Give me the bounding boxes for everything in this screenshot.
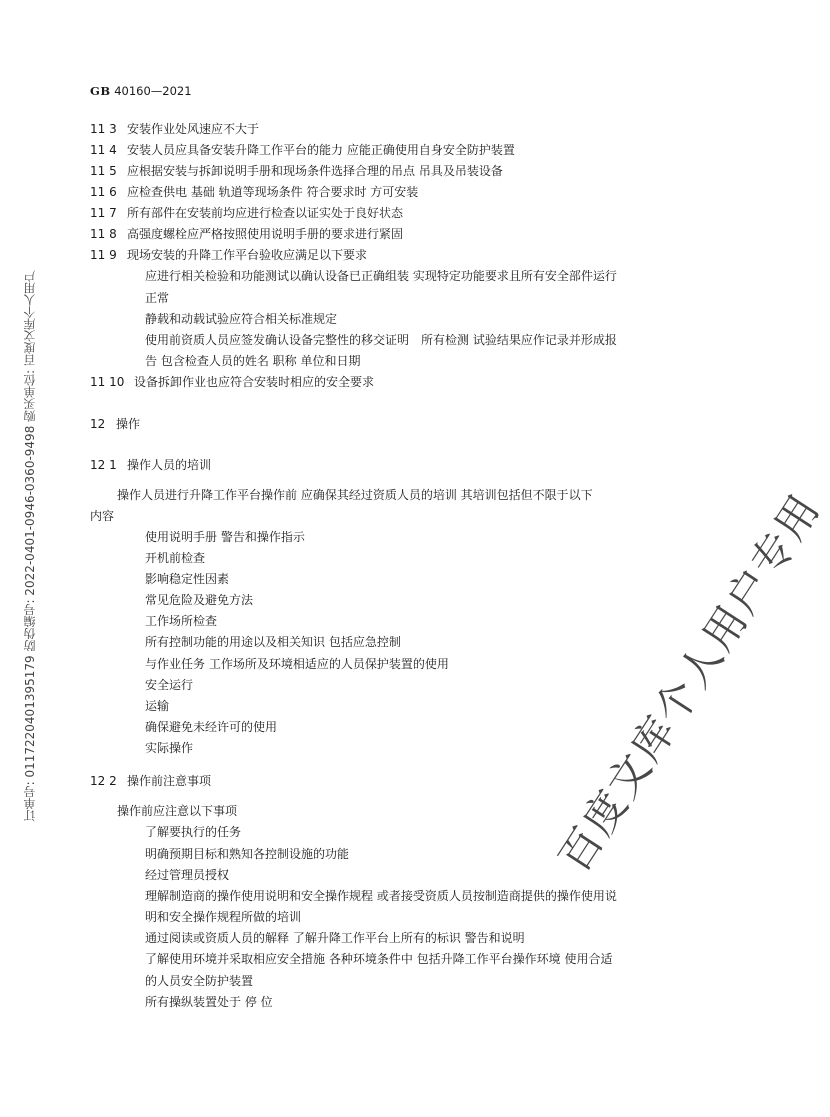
list-item: 明和安全操作规程所做的培训 xyxy=(145,910,302,924)
list-item: 确保避免未经许可的使用 xyxy=(145,720,278,734)
paragraph-line: 操作前应注意以下事项 xyxy=(117,804,238,818)
list-item: 明确预期目标和熟知各控制设施的功能 xyxy=(145,847,350,861)
document-header xyxy=(90,83,192,99)
list-item: 经过管理员授权 xyxy=(145,868,230,882)
standard-code: 40160—2021 xyxy=(114,84,192,98)
clause-12-2-heading: 12 2 操作前注意事项 xyxy=(90,774,212,788)
list-item: 应进行相关检验和功能测试以确认设备已正确组装 实现特定功能要求且所有安全部件运行 xyxy=(145,269,617,283)
list-item: 的人员安全防护装置 xyxy=(145,974,254,988)
list-item: 所有控制功能的用途以及相关知识 包括应急控制 xyxy=(145,635,401,649)
clause-11-7: 11 7 所有部件在安装前均应进行检查以证实处于良好状态 xyxy=(90,206,404,220)
clause-11-4: 11 4 安装人员应具备安装升降工作平台的能力 应能正确使用自身安全防护装置 xyxy=(90,143,515,157)
list-item: 工作场所检查 xyxy=(145,614,218,628)
clause-11-8: 11 8 高强度螺栓应严格按照使用说明手册的要求进行紧固 xyxy=(90,227,404,241)
standard-prefix: GB xyxy=(90,84,111,98)
clause-11-3: 11 3 安装作业处风速应不大于 xyxy=(90,122,260,136)
clause-11-9: 11 9 现场安装的升降工作平台验收应满足以下要求 xyxy=(90,248,368,262)
clause-11-6: 11 6 应检查供电 基础 轨道等现场条件 符合要求时 方可安装 xyxy=(90,185,419,199)
list-item: 了解要执行的任务 xyxy=(145,825,242,839)
list-item: 运输 xyxy=(145,699,170,713)
list-item: 与作业任务 工作场所及环境相适应的人员保护装置的使用 xyxy=(145,657,449,671)
paragraph-line: 操作人员进行升降工作平台操作前 应确保其经过资质人员的培训 其培训包括但不限于以下 xyxy=(117,488,593,502)
list-item: 告 包含检查人员的姓名 职称 单位和日期 xyxy=(145,354,361,368)
list-item: 安全运行 xyxy=(145,678,194,692)
list-item: 正常 xyxy=(145,291,170,305)
list-item: 实际操作 xyxy=(145,741,194,755)
list-item: 所有操纵装置处于 停 位 xyxy=(145,995,273,1009)
list-item: 了解使用环境并采取相应安全措施 各种环境条件中 包括升降工作平台操作环境 使用合适 xyxy=(145,952,613,966)
section-12-heading: 12 操作 xyxy=(90,417,141,431)
clause-12-1-heading: 12 1 操作人员的培训 xyxy=(90,458,212,472)
paragraph-line: 内容 xyxy=(90,509,115,523)
clause-11-5: 11 5 应根据安装与拆卸说明手册和现场条件选择合理的吊点 吊具及吊装设备 xyxy=(90,164,503,178)
list-item: 理解制造商的操作使用说明和安全操作规程 或者接受资质人员按制造商提供的操作使用说 xyxy=(145,889,617,903)
list-item: 开机前检查 xyxy=(145,551,206,565)
list-item: 通过阅读或资质人员的解释 了解升降工作平台上所有的标识 警告和说明 xyxy=(145,931,525,945)
clause-11-10: 11 10 设备拆卸作业也应符合安装时相应的安全要求 xyxy=(90,375,375,389)
order-info-sidebar: 订单号: 0117220401395179 防伪编号: 2022-0401-0946-0360-9498 购买单位: 百度文库个人用户 xyxy=(23,270,37,822)
list-item: 常见危险及避免方法 xyxy=(145,593,254,607)
list-item: 使用前资质人员应签发确认设备完整性的移交证明 所有检测 试验结果应作记录并形成报 xyxy=(145,333,617,347)
list-item: 影响稳定性因素 xyxy=(145,572,230,586)
watermark-stamp: 百度文库个人用户专用 xyxy=(549,484,830,881)
list-item: 使用说明手册 警告和操作指示 xyxy=(145,530,305,544)
list-item: 静载和动载试验应符合相关标准规定 xyxy=(145,312,338,326)
